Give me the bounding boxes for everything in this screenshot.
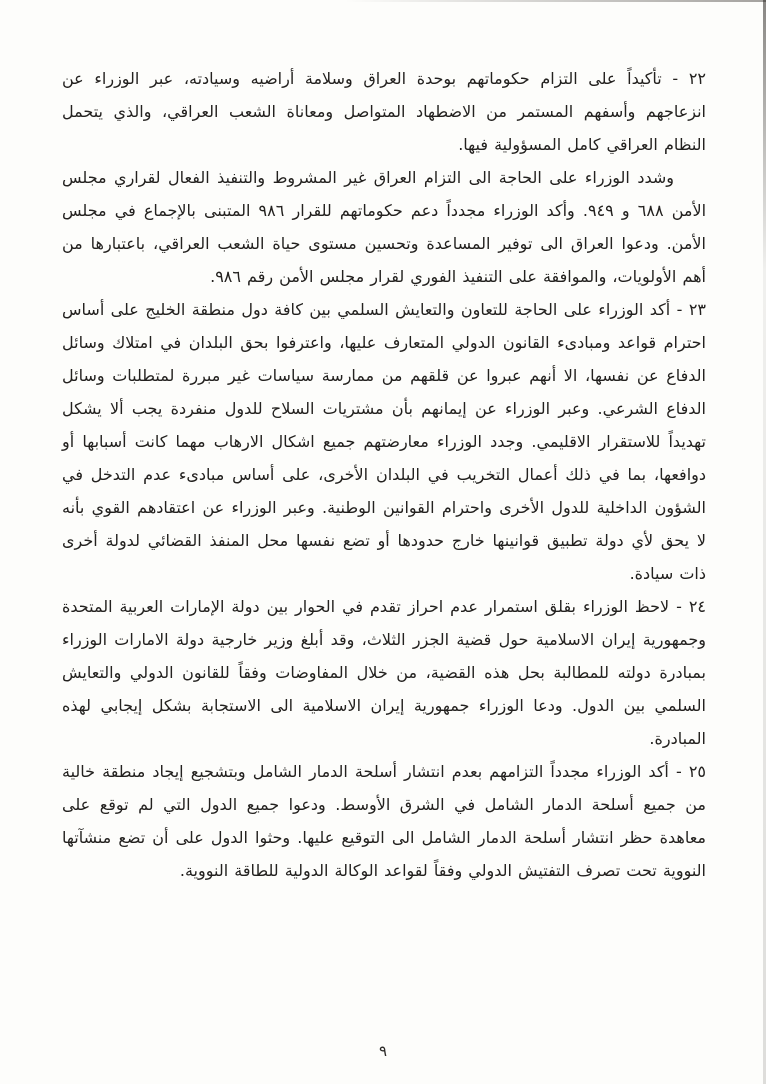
paragraph-lead xyxy=(62,293,706,590)
paragraph-text: لاحظ الوزراء بقلق استمرار عدم احراز تقدم في الحوار بين دولة الإمارات العربية المتحدة وجمهورية إيران الاسلامية حول قضية الجزر الثلاث، وقد أبلغ وزير خارجية دولة الامارات الوزراء بمبادرة دولته للمطالبة بحل هذه القضية، من خلال المفاوضات وفقاً للقانون الدولي والتعايش السلمي بين الدول. ودعا الوزراء جمهورية إيران الاسلامية الى الاستجابة بشكل إيجابي لهذه المبادرة. xyxy=(62,597,706,748)
page-content xyxy=(62,62,706,887)
paragraph-item-22 xyxy=(62,62,706,293)
paragraph-item-24 xyxy=(62,590,706,755)
scan-edge-artifact xyxy=(0,0,766,2)
paragraph-lead xyxy=(62,755,706,887)
paragraph-item-23 xyxy=(62,293,706,590)
paragraph-number: ٢٣ - xyxy=(676,300,707,319)
paragraph-text: أكد الوزراء مجدداً التزامهم بعدم انتشار أسلحة الدمار الشامل وبتشجيع إيجاد منطقة خالية من جميع أسلحة الدمار الشامل في الشرق الأوسط. ودعوا جميع الدول التي لم توقع على معاهدة حظر انتشار أسلحة الدمار الشامل الى التوقيع عليها. وحثوا الدول على أن تضع منشآتها النووية تحت تصرف التفتيش الدولي وفقاً لقواعد الوكالة الدولية للطاقة النووية. xyxy=(62,762,706,880)
paragraph-number: ٢٢ - xyxy=(672,69,707,88)
paragraph-number: ٢٥ - xyxy=(675,762,707,781)
page-footer xyxy=(0,1042,766,1060)
paragraph-item-25 xyxy=(62,755,706,887)
paragraph-number: ٢٤ - xyxy=(676,597,707,616)
paragraph-text: وشدد الوزراء على الحاجة الى التزام العراق غير المشروط والتنفيذ الفعال لقراري مجلس الأمن ٦٨٨ و ٩٤٩. وأكد الوزراء مجدداً دعم حكوماتهم للقرار ٩٨٦ المتبنى بالإجماع في مجلس الأمن. ودعوا العراق الى توفير المساعدة وتحسين مستوى حياة الشعب العراقي، باعتبارها من أهم الأولويات، والموافقة على التنفيذ الفوري لقرار مجلس الأمن رقم ٩٨٦. xyxy=(62,168,707,286)
paragraph-text: تأكيداً على التزام حكوماتهم بوحدة العراق وسلامة أراضيه وسيادته، عبر الوزراء عن انزعاجهم وأسفهم المستمر من الاضطهاد المتواصل ومعاناة الشعب العراقي، والذي يتحمل النظام العراقي كامل المسؤولية فيها. xyxy=(62,69,706,154)
paragraph-lead xyxy=(62,62,706,161)
paragraph-text: أكد الوزراء على الحاجة للتعاون والتعايش السلمي بين كافة دول منطقة الخليج على أساس احترام قواعد ومبادىء القانون الدولي المتعارف عليها، واعترفوا بحق البلدان في امتلاك وسائل الدفاع عن نفسها، الا أنهم عبروا عن قلقهم من ممارسة سياسات غير مبررة لمتطلبات وسائل الدفاع الشرعي. وعبر الوزراء عن إيمانهم بأن مشتريات السلاح للدول منفردة يجب ألا يشكل تهديداً للاستقرار الاقليمي. وجدد الوزراء معارضتهم جميع اشكال الارهاب مهما كانت أسبابها أو دوافعها، بما في ذلك أعمال التخريب في البلدان الأخرى، على أساس مبادىء عدم التدخل في الشؤون الداخلية للدول الأخرى واحترام القوانين الوطنية. وعبر الوزراء عن اعتقادهم القوي بأنه لا يحق لأي دولة تطبيق قوانينها خارج حدودها أو تضع نفسها محل المنفذ القضائي لدولة أخرى ذات سيادة. xyxy=(62,300,706,583)
paragraph-lead xyxy=(62,590,706,755)
page-number: ٩ xyxy=(378,1042,388,1060)
